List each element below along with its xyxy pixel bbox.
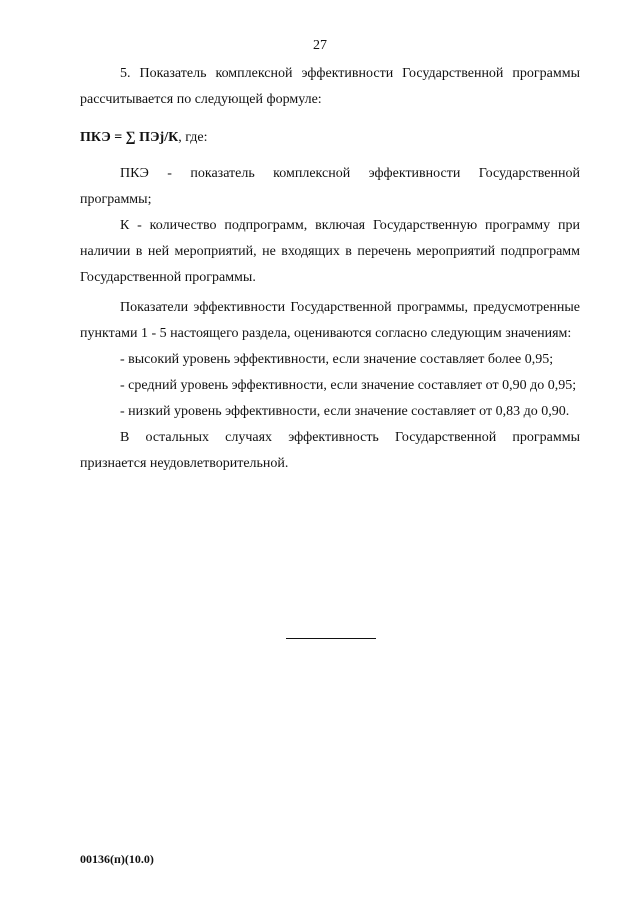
definition-pke: ПКЭ - показатель комплексной эффективности Государственной программы; [80, 166, 580, 207]
formula-expression: ПКЭ = ∑ ПЭj/К [80, 130, 179, 145]
document-code: 00136(п)(10.0) [80, 852, 154, 866]
list-item-high: - высокий уровень эффективности, если значение составляет более 0,95; [120, 352, 554, 367]
list-item-medium: - средний уровень эффективности, если значение составляет от 0,90 до 0,95; [120, 378, 577, 393]
formula-line [80, 125, 580, 151]
formula-suffix: , где: [178, 130, 208, 145]
paragraph-otherwise: В остальных случаях эффективность Государственной программы признается неудовлетворительной. [80, 430, 580, 471]
definition-k: К - количество подпрограмм, включая Государственную программу при наличии в ней мероприятий, не входящих в перечень мероприятий подпрограмм Государственной программы. [80, 218, 580, 285]
paragraph-evaluation: Показатели эффективности Государственной программы, предусмотренные пунктами 1 - 5 настоящего раздела, оцениваются согласно следующим значениям: [80, 300, 580, 341]
end-separator-line [286, 638, 376, 639]
document-body [80, 61, 580, 477]
paragraph-item-5: 5. Показатель комплексной эффективности Государственной программы рассчитывается по следующей формуле: [80, 66, 580, 107]
page-number: 27 [313, 38, 327, 53]
list-item-low: - низкий уровень эффективности, если значение составляет от 0,83 до 0,90. [120, 404, 570, 419]
